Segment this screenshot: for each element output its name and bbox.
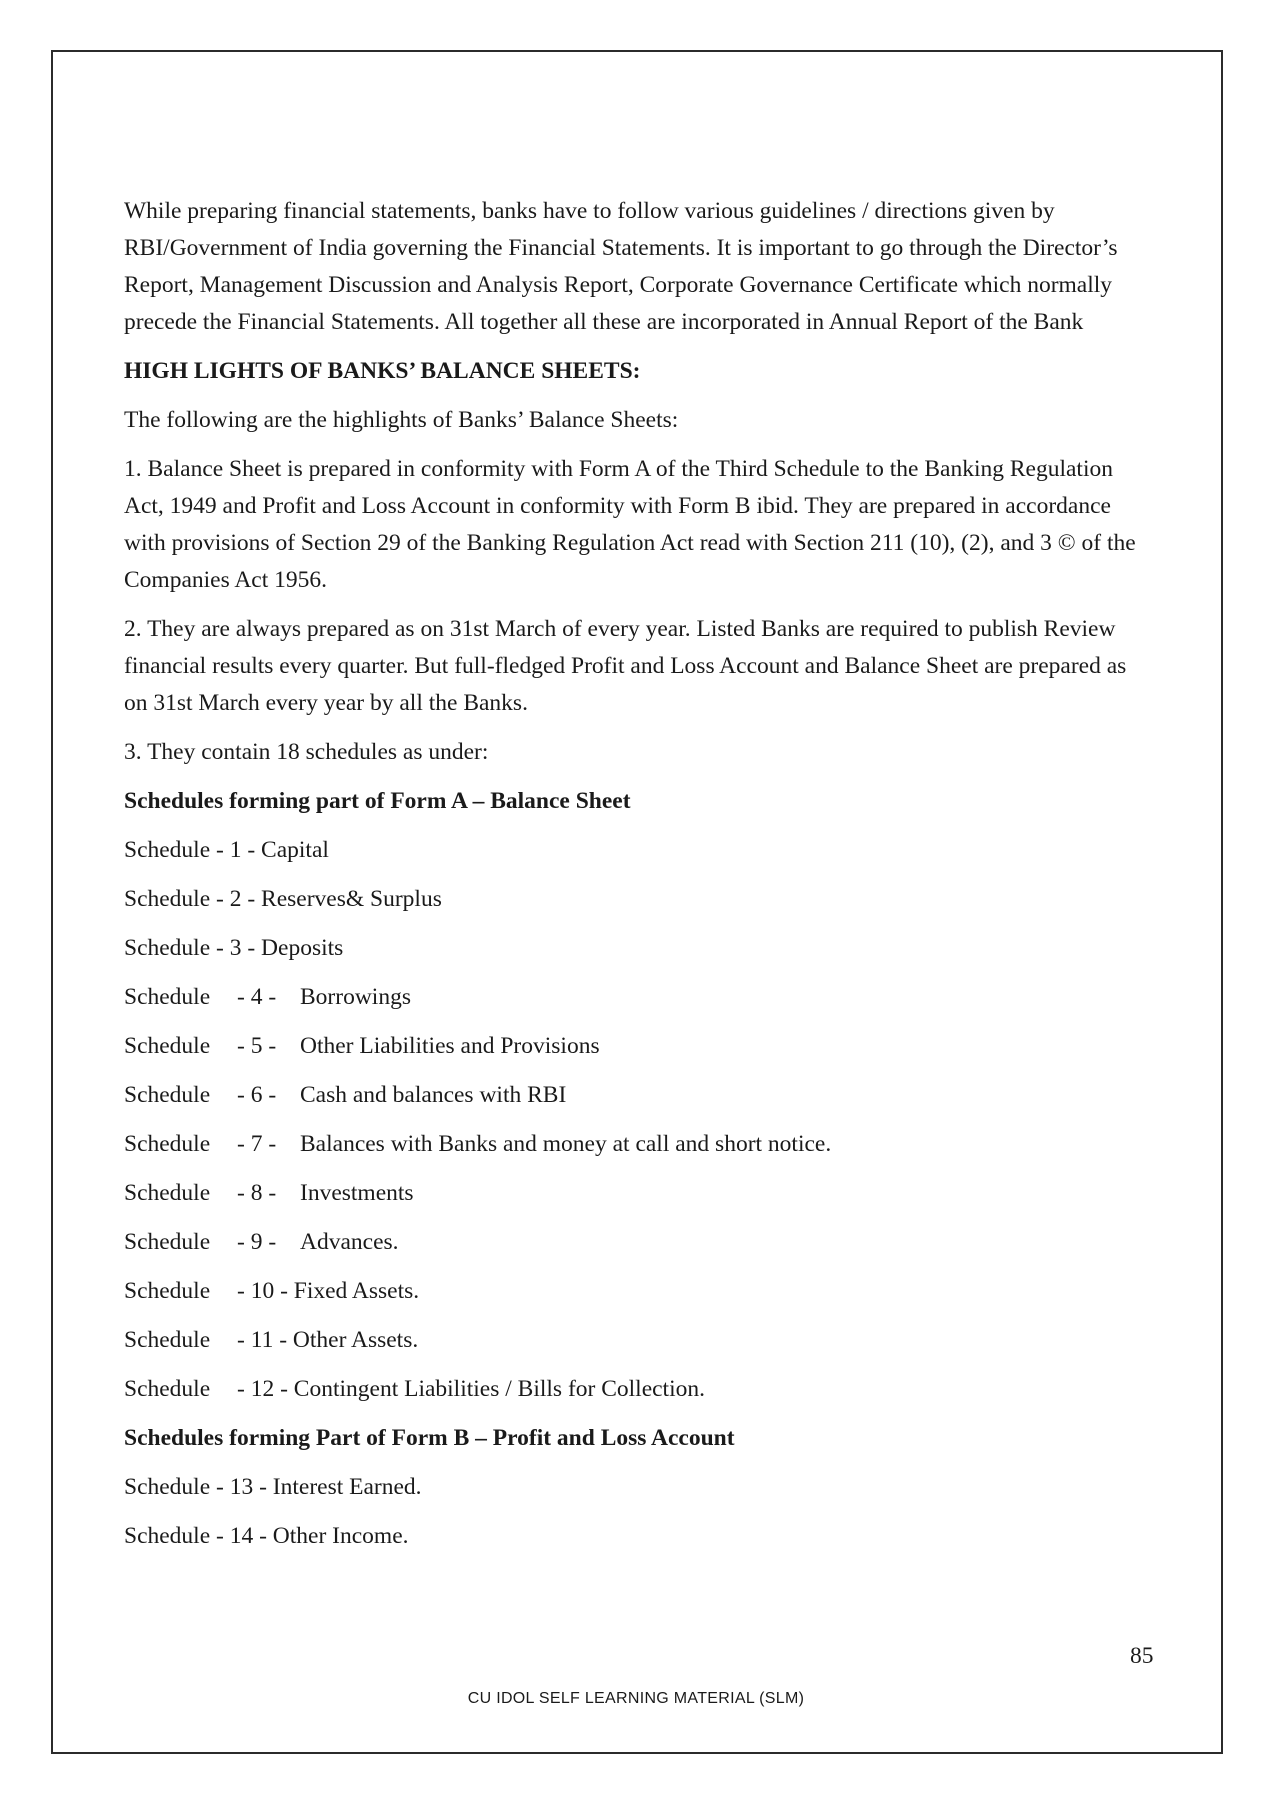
schedule-number: - 4 - [237,984,277,1010]
schedule-title: - 12 - Contingent Liabilities / Bills for Collection. [237,1376,705,1402]
page-number: 85 [1130,1643,1154,1669]
schedule-title: Balances with Banks and money at call and short notice. [300,1131,832,1157]
schedule-label: Schedule [124,1376,211,1402]
schedule-11 [124,1322,1144,1359]
schedule-10 [124,1273,1144,1310]
schedule-number: - 8 - [237,1180,277,1206]
section-intro: The following are the highlights of Banks’ Balance Sheets: [124,407,679,433]
schedule-6 [124,1077,1144,1114]
schedule-12 [124,1371,1144,1408]
schedule-5 [124,1028,1144,1065]
schedule-label: Schedule [124,984,211,1010]
form-b-heading: Schedules forming Part of Form B – Profit and Loss Account [124,1425,735,1451]
schedule-number: - 9 - [237,1229,277,1255]
schedule-8 [124,1175,1144,1212]
schedule-label: Schedule [124,1082,211,1108]
point-2: 2. They are always prepared as on 31st March of every year. Listed Banks are required to publish Review financial results every quarter. But full-fledged Profit and Loss Account and Balance Sheet are prepared as on 31st March every year by all the Banks. [124,616,1127,716]
schedule-9 [124,1224,1144,1261]
schedule-label: Schedule [124,1327,211,1353]
schedule-number: - 6 - [237,1082,277,1108]
page-content [124,193,1144,1555]
schedule-label: Schedule [124,1033,211,1059]
schedule-label: Schedule [124,1131,211,1157]
schedule-title: - 11 - Other Assets. [237,1327,419,1353]
schedule-label: Schedule [124,1180,211,1206]
schedule-title: Cash and balances with RBI [300,1082,567,1108]
schedule-title: Other Liabilities and Provisions [300,1033,600,1059]
schedule-3: Schedule - 3 - Deposits [124,935,344,961]
point-3: 3. They contain 18 schedules as under: [124,739,489,765]
schedule-1: Schedule - 1 - Capital [124,837,329,863]
schedule-label: Schedule [124,1278,211,1304]
point-1: 1. Balance Sheet is prepared in conformity with Form A of the Third Schedule to the Banking Regulation Act, 1949 and Profit and Loss Account in conformity with Form B ibid. They are prepared in accordance with provisions of Section 29 of the Banking Regulation Act read with Section 211 (10), (2), and 3 © of the Companies Act 1956. [124,456,1136,593]
schedule-label: Schedule [124,1229,211,1255]
schedule-title: Investments [300,1180,414,1206]
footer-text: CU IDOL SELF LEARNING MATERIAL (SLM) [467,1690,805,1707]
section-heading: HIGH LIGHTS OF BANKS’ BALANCE SHEETS: [124,358,641,384]
schedule-title: Advances. [300,1229,399,1255]
form-a-heading: Schedules forming part of Form A – Balance Sheet [124,788,631,814]
intro-paragraph: While preparing financial statements, banks have to follow various guidelines / directions given by RBI/Government of India governing the Financial Statements. It is important to go through the Director’s Report, Management Discussion and Analysis Report, Corporate Governance Certificate which normally precede the Financial Statements. All together all these are incorporated in Annual Report of the Bank [124,198,1118,335]
schedule-number: - 7 - [237,1131,277,1157]
schedule-title: - 10 - Fixed Assets. [237,1278,420,1304]
schedule-title: Borrowings [300,984,411,1010]
schedule-7 [124,1126,1144,1163]
schedule-14: Schedule - 14 - Other Income. [124,1523,409,1549]
schedule-13: Schedule - 13 - Interest Earned. [124,1474,422,1500]
schedule-4 [124,979,1144,1016]
schedule-number: - 5 - [237,1033,277,1059]
schedule-2: Schedule - 2 - Reserves& Surplus [124,886,442,912]
